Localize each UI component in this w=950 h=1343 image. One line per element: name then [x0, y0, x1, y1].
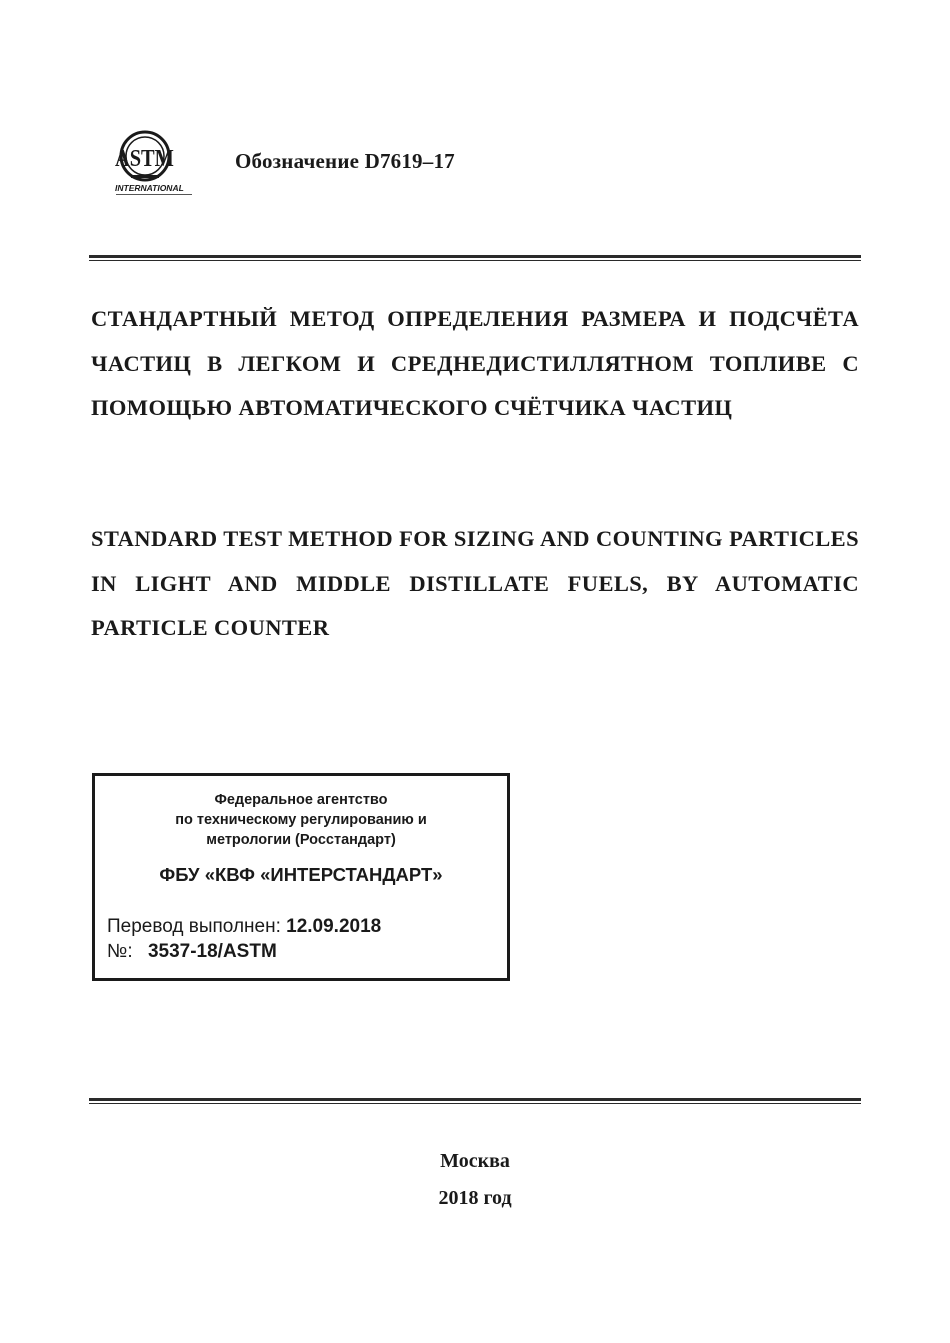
translation-date-value: 12.09.2018	[286, 916, 382, 937]
stamp-organization: ФБУ «КВФ «ИНТЕРСТАНДАРТ»	[159, 864, 443, 885]
stamp-number	[107, 941, 277, 963]
publication-year: 2018 год	[438, 1187, 512, 1209]
number-value: 3537-18/ASTM	[147, 941, 277, 962]
number-label: №:	[107, 941, 133, 962]
translation-stamp	[92, 773, 510, 981]
stamp-translation-date	[107, 916, 381, 938]
top-divider	[89, 255, 861, 261]
title-english: STANDARD TEST METHOD FOR SIZING AND COUNTING PARTICLES IN LIGHT AND MIDDLE DISTILLATE FUELS, BY AUTOMATIC PARTICLE COUNTER	[91, 526, 859, 640]
astm-logo	[113, 128, 197, 200]
stamp-agency-line: Федеральное агентство	[214, 792, 388, 808]
astm-logo-mark	[113, 128, 197, 200]
translation-date-label: Перевод выполнен:	[107, 916, 281, 937]
title-russian: СТАНДАРТНЫЙ МЕТОД ОПРЕДЕЛЕНИЯ РАЗМЕРА И ПОДСЧЁТА ЧАСТИЦ В ЛЕГКОМ И СРЕДНЕДИСТИЛЛЯТНОМ ТОПЛИВЕ С ПОМОЩЬЮ АВТОМАТИЧЕСКОГО СЧЁТЧИКА ЧАСТИЦ	[91, 306, 859, 420]
publication-city: Москва	[440, 1150, 510, 1172]
svg-text:ASTM: ASTM	[114, 144, 174, 172]
svg-text:INTERNATIONAL: INTERNATIONAL	[115, 183, 184, 193]
stamp-agency-line: по техническому регулированию и	[175, 812, 427, 828]
standard-designation: Обозначение D7619–17	[235, 149, 455, 173]
bottom-divider	[89, 1098, 861, 1104]
stamp-agency-line: метрологии (Росстандарт)	[206, 832, 396, 848]
stamp-agency	[95, 790, 507, 850]
